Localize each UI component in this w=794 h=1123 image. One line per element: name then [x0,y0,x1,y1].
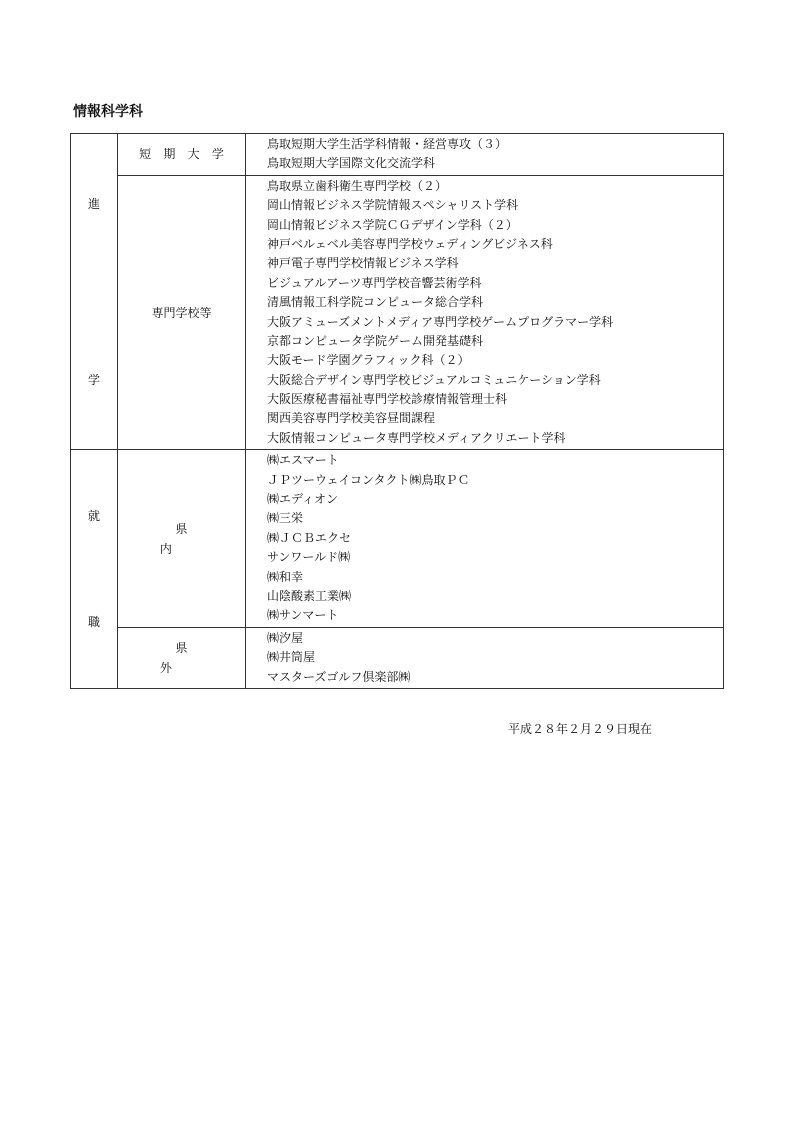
list-item: ㈱井筒屋 [267,650,316,665]
list-item: 岡山情報ビジネス学院情報スペシャリスト学科 [267,198,519,213]
list-item: 大阪モード学園グラフィック科（２） [267,353,470,368]
list-item: 鳥取県立歯科衛生専門学校（２） [267,178,448,193]
table-row [71,134,724,176]
subcategory-label-tandai: 短 期 大 学 [139,147,229,162]
table-row [71,175,724,449]
list-item: ㈱エディオン [267,492,339,507]
destination-list [267,629,723,687]
list-item: ㈱サンマート [267,608,339,623]
list-item: 関西美容専門学校美容昼間課程 [267,411,436,426]
list-item: 岡山情報ビジネス学院ＣＧデザイン学科（２） [267,217,518,232]
destination-list [267,135,723,174]
subcategory-label-kennai: 県 内 [159,521,262,556]
items-cell-kennai [246,450,724,628]
list-item: ㈱ＪＣＢエクセ [267,530,352,545]
category-label-shushoku-top: 就 [87,509,100,524]
list-item: ㈱汐屋 [267,630,304,645]
subcategory-cell-tandai [118,134,246,176]
list-item: 山陰酸素工業㈱ [267,588,352,603]
list-item: マスターズゴルフ倶楽部㈱ [267,669,411,684]
table-row [71,627,724,688]
list-item: 鳥取短期大学国際文化交流学科 [267,156,436,171]
items-cell-tandai [246,134,724,176]
list-item: サンワールド㈱ [267,550,351,565]
category-label-shushoku-bottom: 職 [87,615,100,630]
list-item: 神戸電子専門学校情報ビジネス学科 [267,256,459,271]
as-of-date: 平成２８年２月２９日現在 [508,722,653,736]
page-title: 情報科学科 [73,104,143,120]
list-item: ㈱エスマート [267,453,339,468]
subcategory-cell-kengai [118,627,262,688]
list-item: 神戸ベルェベル美容専門学校ウェディングビジネス科 [267,236,553,251]
list-item: 清風情報工科学院コンピュータ総合学科 [267,295,484,310]
list-item: 京都コンピュータ学院ゲーム開発基礎科 [267,333,484,348]
list-item: 大阪情報コンピュータ専門学校メディアクリエート学科 [267,430,566,445]
list-item: 大阪医療秘書福祉専門学校診療情報管理士科 [267,392,508,407]
items-cell-kengai [246,627,724,688]
list-item: 大阪総合デザイン専門学校ビジュアルコミュニケーション学科 [267,372,601,387]
category-label-shingaku-top: 進 [87,196,100,211]
list-item: ㈱和幸 [267,569,304,584]
list-item: 大阪アミューズメントメディア専門学校ゲームプログラマー学科 [267,314,614,329]
subcategory-label-kengai: 県 外 [159,640,262,675]
table-row [71,450,724,628]
destinations-table [70,133,724,689]
destination-list [267,451,723,626]
list-item: ㈱三栄 [267,511,304,526]
subcategory-cell-senmon [118,175,246,449]
list-item: ビジュアルアーツ専門学校音響芸術学科 [267,275,482,290]
category-cell-shushoku [71,450,118,689]
subcategory-label-senmon: 専門学校等 [151,305,212,320]
items-cell-senmon [246,175,724,449]
list-item: ＪＰツーウェイコンタクト㈱鳥取ＰＣ [267,472,470,487]
subcategory-cell-kennai [118,450,262,628]
destination-list [267,177,723,448]
category-label-shingaku-bottom: 学 [87,372,100,387]
list-item: 鳥取短期大学生活学科情報・経営専攻（３） [267,137,508,151]
category-cell-shingaku [71,134,118,450]
